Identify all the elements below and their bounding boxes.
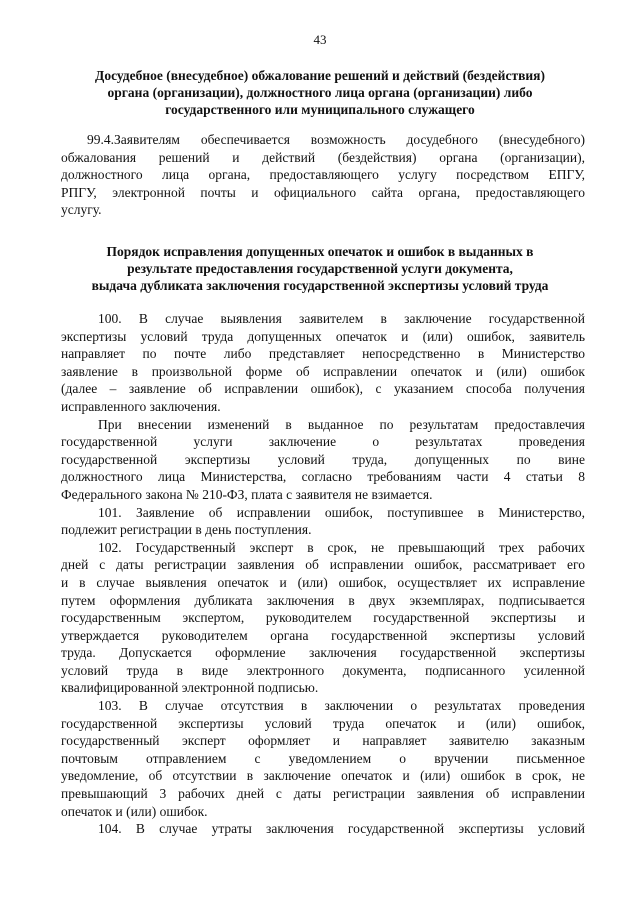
heading-line: государственного или муниципального служащего [165, 102, 475, 117]
section-heading-appeal [55, 67, 585, 118]
text-line: экспертизы условий труда допущенных опечаток и (или) ошибок, заявитель [61, 328, 585, 344]
text-line: 100. В случае выявления заявителем в заключение государственной [98, 311, 585, 326]
text-line: опечаток и (или) ошибок. [61, 803, 208, 819]
text-line: 102. Государственный эксперт в срок, не превышающий трех рабочих [98, 539, 585, 555]
text-line: государственной услуги заключение о результатах проведения [61, 434, 585, 450]
text-line: дней с даты регистрации заявления об исправлении ошибок, рассматривает его [61, 557, 585, 573]
page-number: 43 [313, 32, 327, 47]
heading-line: Досудебное (внесудебное) обжалование решений и действий (бездействия) [95, 68, 545, 83]
text-line: уведомление, об отсутствии в заключение опечаток и (или) ошибок в срок, не [61, 768, 585, 784]
heading-line: выдача дубликата заключения государственной экспертизы условий труда [91, 278, 549, 293]
text-line: условий труда в виде электронного документа, подписанного усиленной [61, 662, 585, 678]
heading-line: органа (организации), должностного лица органа (организации) либо [107, 85, 533, 100]
text-line: услугу. [61, 202, 102, 218]
heading-line: результате предоставления государственной услуги документа, [127, 261, 513, 276]
text-line: почтовым отправлением с уведомлением о вручении письменное [61, 750, 585, 766]
text-line: утверждается руководителем органа государственной экспертизы условий [61, 627, 585, 643]
text-line: государственным экспертом, руководителем государственной экспертизы и [61, 610, 585, 626]
text-line: направляет по почте либо представляет непосредственно в Министерство [61, 346, 585, 362]
text-line: Федерального закона № 210-ФЗ, плата с заявителя не взимается. [61, 486, 433, 502]
text-line: (далее – заявление об исправлении ошибок), с указанием способа получения [61, 381, 585, 397]
text-line: подлежит регистрации в день поступления. [61, 522, 312, 538]
text-line: государственный эксперт оформляет и направляет заявителю заказным [61, 733, 585, 749]
heading-line: Порядок исправления допущенных опечаток и ошибок в выданных в [106, 244, 534, 259]
text-line: и в случае выявления опечаток и (или) ошибок, осуществляет их исправление [61, 574, 585, 590]
text-line: превышающий 3 рабочих дней с даты регистрации заявления об исправлении [61, 786, 585, 802]
text-line: 101. Заявление об исправлении ошибок, поступившее в Министерство, [98, 504, 585, 520]
text-line: РПГУ, электронной почты и официального сайта органа, предоставляющего [61, 184, 585, 200]
text-line: труда. Допускается оформление заключения государственной экспертизы [61, 645, 585, 661]
text-line: квалифицированной электронной подписью. [61, 680, 319, 696]
text-line: должностного лица Министерства, согласно требованиям части 4 статьи 8 [61, 469, 585, 485]
text-line: должностного лица органа, предоставляющего услугу посредством ЕПГУ, [61, 167, 585, 183]
text-line: государственной экспертизы условий труда, допущенных по вине [61, 451, 585, 467]
text-line: 104. В случае утраты заключения государственной экспертизы условий [98, 821, 585, 837]
paragraph-99-4 [61, 131, 585, 219]
text-line: обжалования решений и действий (бездействия) органа (организации), [61, 149, 585, 165]
text-line: путем оформления дубликата заключения в двух экземплярах, подписывается [61, 592, 585, 608]
text-line: заявление в произвольной форме об исправлении опечаток и (или) ошибок [61, 363, 585, 379]
text-line: государственной экспертизы условий труда опечаток и (или) ошибок, [61, 715, 585, 731]
section-heading-corrections [55, 243, 585, 294]
text-line: исправленного заключения. [61, 398, 221, 414]
paragraph-100 [61, 310, 585, 838]
text-line: 99.4.Заявителям обеспечивается возможность досудебного (внесудебного) [87, 132, 585, 147]
text-line: 103. В случае отсутствия в заключении о результатах проведения [98, 698, 585, 714]
text-line: При внесении изменений в выданное по результатам предоставлечия [98, 416, 585, 432]
